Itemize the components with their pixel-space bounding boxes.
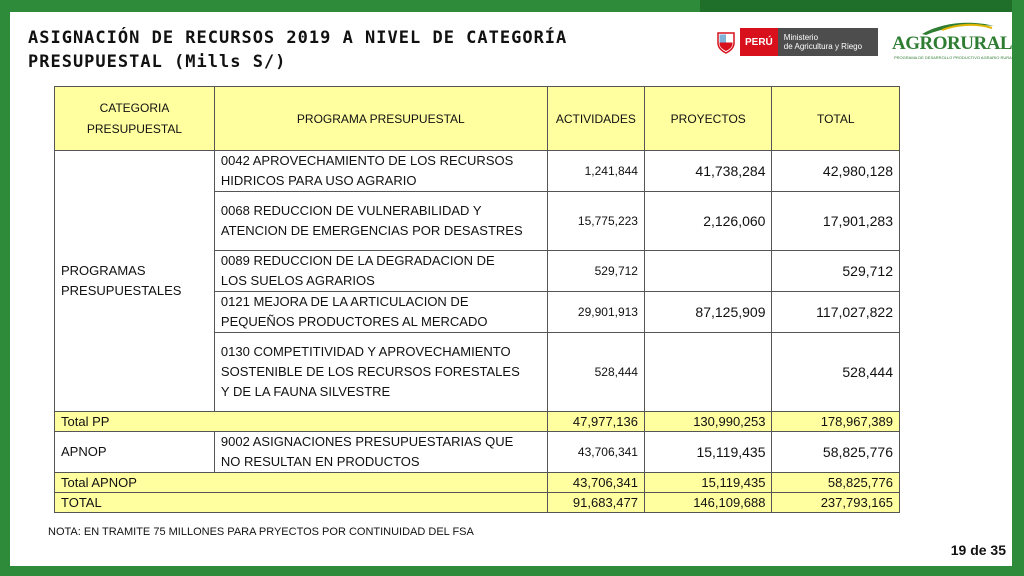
- budget-table: [54, 86, 900, 513]
- header-actividades: ACTIVIDADES: [547, 87, 644, 151]
- total-cell: 117,027,822: [772, 292, 900, 333]
- total-apnop-label: Total APNOP: [55, 473, 548, 493]
- total-pp-proyectos: 130,990,253: [644, 412, 772, 432]
- category-line-2: PRESUPUESTALES: [61, 283, 182, 298]
- program-cell: [214, 432, 547, 473]
- total-apnop-total: 58,825,776: [772, 473, 900, 493]
- right-frame-bar: [1012, 0, 1024, 576]
- program-cell: [214, 333, 547, 412]
- program-line-1: 0042 APROVECHAMIENTO DE LOS RECURSOS: [220, 153, 514, 168]
- total-pp-total: 178,967,389: [772, 412, 900, 432]
- header-proyectos: PROYECTOS: [644, 87, 772, 151]
- total-cell: 42,980,128: [772, 151, 900, 192]
- footnote: NOTA: EN TRAMITE 75 MILLONES PARA PRYECTOS POR CONTINUIDAD DEL FSA: [48, 526, 474, 538]
- table-row-total-pp: [55, 412, 900, 432]
- proyectos-cell: 41,738,284: [644, 151, 772, 192]
- ministry-line-1: Ministerio: [783, 33, 819, 42]
- program-line-2: HIDRICOS PARA USO AGRARIO: [220, 173, 417, 188]
- total-apnop-proyectos: 15,119,435: [644, 473, 772, 493]
- grand-total-label: TOTAL: [55, 493, 548, 513]
- proyectos-cell: 15,119,435: [644, 432, 772, 473]
- actividades-cell: 528,444: [547, 333, 644, 412]
- header-total: TOTAL: [772, 87, 900, 151]
- category-programas-presupuestales: [55, 151, 215, 412]
- proyectos-cell: [644, 251, 772, 292]
- proyectos-cell: 2,126,060: [644, 192, 772, 251]
- total-pp-actividades: 47,977,136: [547, 412, 644, 432]
- top-frame-bar-accent: [700, 0, 1024, 12]
- total-cell: 58,825,776: [772, 432, 900, 473]
- actividades-cell: 1,241,844: [547, 151, 644, 192]
- grand-total-total: 237,793,165: [772, 493, 900, 513]
- peru-label: PERÚ: [740, 28, 778, 56]
- program-line-2: LOS SUELOS AGRARIOS: [220, 273, 375, 288]
- program-line-3: Y DE LA FAUNA SILVESTRE: [220, 384, 391, 399]
- total-cell: 17,901,283: [772, 192, 900, 251]
- header-categoria-line-1: CATEGORIA: [99, 100, 170, 115]
- table-row-grand-total: [55, 493, 900, 513]
- actividades-cell: 15,775,223: [547, 192, 644, 251]
- program-line-1: 9002 ASIGNACIONES PRESUPUESTARIAS QUE: [220, 434, 514, 449]
- program-line-2: ATENCION DE EMERGENCIAS POR DESASTRES: [220, 223, 523, 238]
- actividades-cell: 29,901,913: [547, 292, 644, 333]
- grand-total-proyectos: 146,109,688: [644, 493, 772, 513]
- table-row-total-apnop: [55, 473, 900, 493]
- header-programa: PROGRAMA PRESUPUESTAL: [214, 87, 547, 151]
- program-line-2: NO RESULTAN EN PRODUCTOS: [220, 454, 420, 469]
- proyectos-cell: [644, 333, 772, 412]
- agrorural-subtitle: PROGRAMA DE DESARROLLO PRODUCTIVO AGRARIO RURAL: [894, 55, 1015, 60]
- program-line-1: 0068 REDUCCION DE VULNERABILIDAD Y: [220, 203, 482, 218]
- total-apnop-actividades: 43,706,341: [547, 473, 644, 493]
- actividades-cell: 529,712: [547, 251, 644, 292]
- page-number: 19 de 35: [950, 542, 1006, 558]
- program-cell: [214, 192, 547, 251]
- ministry-line-2: de Agricultura y Riego: [783, 42, 863, 51]
- total-pp-label: Total PP: [55, 412, 548, 432]
- table-header-row: [55, 87, 900, 151]
- header-categoria: [55, 87, 215, 151]
- peru-ministry-logo: [712, 28, 878, 56]
- table-row-apnop: [55, 432, 900, 473]
- left-frame-bar: [0, 0, 10, 576]
- ministry-label: [778, 28, 878, 56]
- program-line-1: 0121 MEJORA DE LA ARTICULACION DE: [220, 294, 469, 309]
- agrorural-logo: [892, 20, 1015, 64]
- program-line-1: 0130 COMPETITIVIDAD Y APROVECHAMIENTO: [220, 344, 511, 359]
- total-cell: 528,444: [772, 333, 900, 412]
- total-cell: 529,712: [772, 251, 900, 292]
- actividades-cell: 43,706,341: [547, 432, 644, 473]
- category-line-1: PROGRAMAS: [61, 263, 146, 278]
- slide-title: ASIGNACIÓN DE RECURSOS 2019 A NIVEL DE CATEGORÍA PRESUPUESTAL (Mills S/): [28, 28, 568, 72]
- program-cell: [214, 251, 547, 292]
- bottom-frame-bar: [0, 566, 1024, 576]
- program-line-1: 0089 REDUCCION DE LA DEGRADACION DE: [220, 253, 495, 268]
- program-line-2: SOSTENIBLE DE LOS RECURSOS FORESTALES: [220, 364, 520, 379]
- grand-total-actividades: 91,683,477: [547, 493, 644, 513]
- agrorural-wordmark: AGRORURAL: [892, 33, 1013, 54]
- proyectos-cell: 87,125,909: [644, 292, 772, 333]
- category-apnop: APNOP: [55, 432, 215, 473]
- program-cell: [214, 292, 547, 333]
- peru-shield-icon: [712, 28, 740, 56]
- header-categoria-line-2: PRESUPUESTAL: [86, 121, 183, 136]
- table-row-pp-0042: [55, 151, 900, 192]
- program-line-2: PEQUEÑOS PRODUCTORES AL MERCADO: [220, 314, 488, 329]
- program-cell: [214, 151, 547, 192]
